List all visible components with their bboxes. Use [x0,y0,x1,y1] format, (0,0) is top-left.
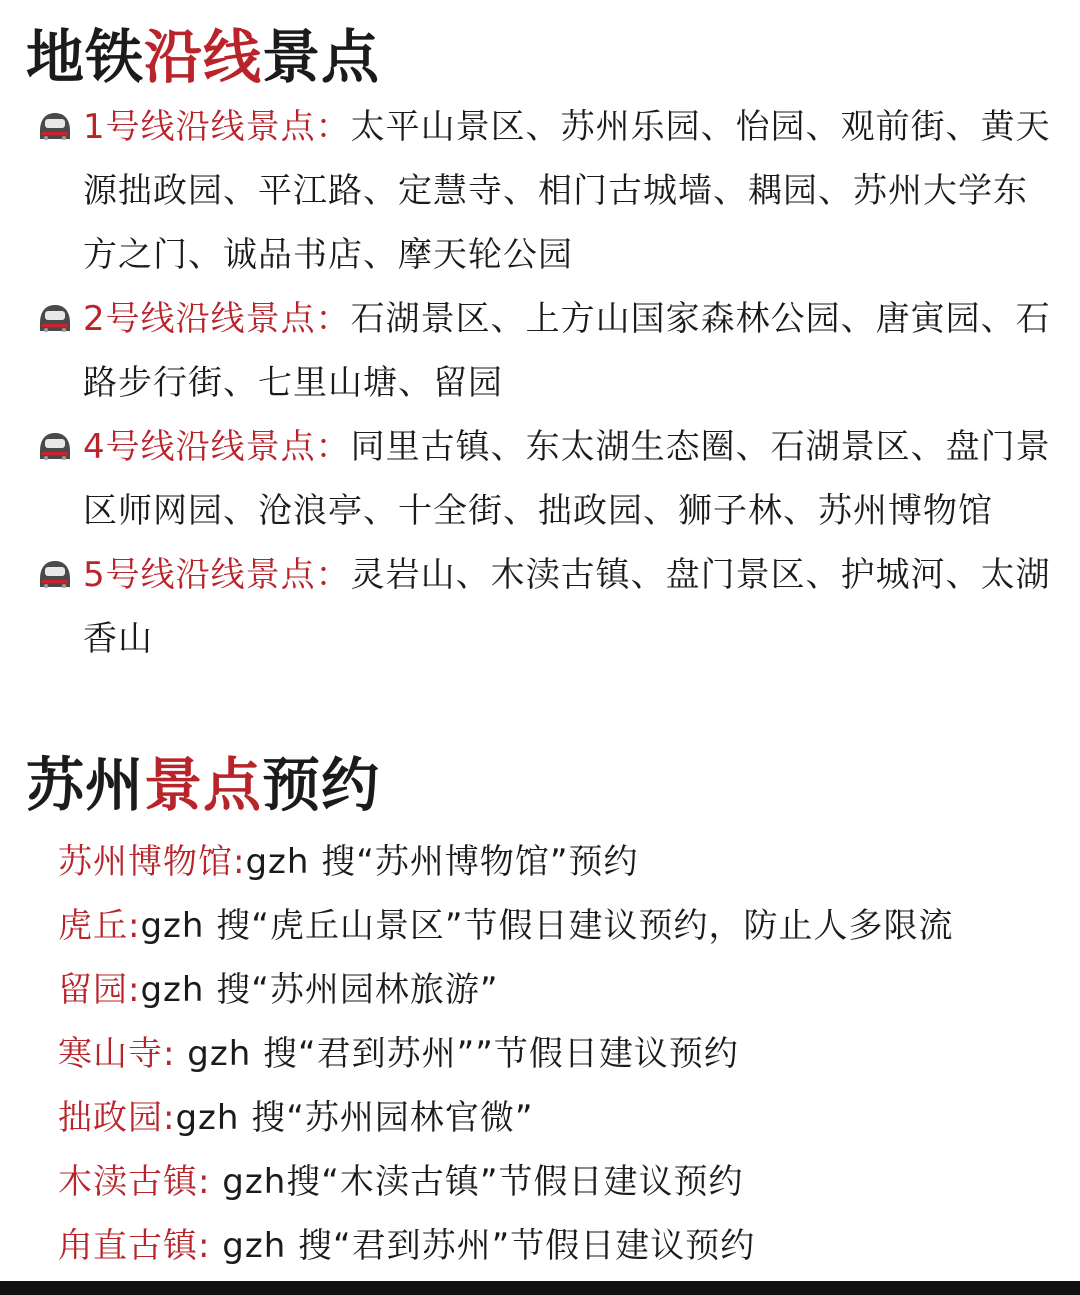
metro-line-attractions: 同里古镇、东太湖生态圈、石湖景区、盘门景区师网园、沧浪亭、十全街、拙政园、狮子林、苏州博物馆 [83,427,1051,531]
metro-line-2-item [0,287,1080,415]
booking-place-label: 木渎古镇: [58,1162,211,1202]
metro-line-1-item [0,95,1080,287]
booking-item-liuyuan [58,958,1068,1022]
booking-item-mudu [58,1150,1068,1214]
booking-title-suffix: 预约 [262,751,381,819]
booking-place-label: 虎丘: [58,906,141,946]
metro-line-attractions: 太平山景区、苏州乐园、怡园、观前街、黄天源拙政园、平江路、定慧寺、相门古城墙、耦园、苏州大学东方之门、诚品书店、摩天轮公园 [83,107,1051,275]
booking-place-label: 甪直古镇: [58,1226,211,1266]
metro-line-4-item [0,415,1080,543]
metro-line-label: 5号线沿线景点： [83,555,351,595]
booking-instruction: gzh 搜“君到苏州”节假日建议预约 [210,1226,756,1266]
metro-train-icon [35,111,75,143]
booking-list [58,830,1068,1278]
booking-instruction: gzh搜“木渎古镇”节假日建议预约 [210,1162,744,1202]
bottom-edge-bar [0,1281,1080,1295]
booking-instruction: gzh 搜“苏州园林旅游” [140,970,499,1010]
booking-place-label: 拙政园: [58,1098,176,1138]
metro-train-icon [35,559,75,591]
booking-item-luzhi [58,1214,1068,1278]
metro-line-5-item [0,543,1080,671]
booking-item-huqiu [58,894,1068,958]
metro-section-title [26,22,380,92]
metro-title-prefix: 地铁 [26,23,145,91]
metro-train-icon [35,431,75,463]
metro-line-label: 1号线沿线景点： [83,107,351,147]
booking-place-label: 留园: [58,970,141,1010]
metro-title-highlight: 沿线 [144,23,263,91]
metro-lines-list [0,95,1080,671]
booking-item-hanshan [58,1022,1068,1086]
metro-line-attractions: 石湖景区、上方山国家森林公园、唐寅园、石路步行街、七里山塘、留园 [83,299,1051,403]
metro-line-attractions: 灵岩山、木渎古镇、盘门景区、护城河、太湖香山 [83,555,1051,659]
metro-line-label: 4号线沿线景点： [83,427,351,467]
booking-place-label: 苏州博物馆: [58,842,246,882]
booking-instruction: gzh 搜“君到苏州””节假日建议预约 [175,1034,739,1074]
booking-instruction: gzh 搜“苏州博物馆”预约 [245,842,639,882]
booking-instruction: gzh 搜“虎丘山景区”节假日建议预约，防止人多限流 [140,906,954,946]
booking-section-title [26,750,380,820]
booking-instruction: gzh 搜“苏州园林官微” [175,1098,534,1138]
booking-title-highlight: 景点 [144,751,263,819]
metro-title-suffix: 景点 [262,23,381,91]
metro-line-label: 2号线沿线景点： [83,299,351,339]
booking-place-label: 寒山寺: [58,1034,176,1074]
booking-title-prefix: 苏州 [26,751,145,819]
metro-train-icon [35,303,75,335]
booking-item-museum [58,830,1068,894]
booking-item-zhuozheng [58,1086,1068,1150]
